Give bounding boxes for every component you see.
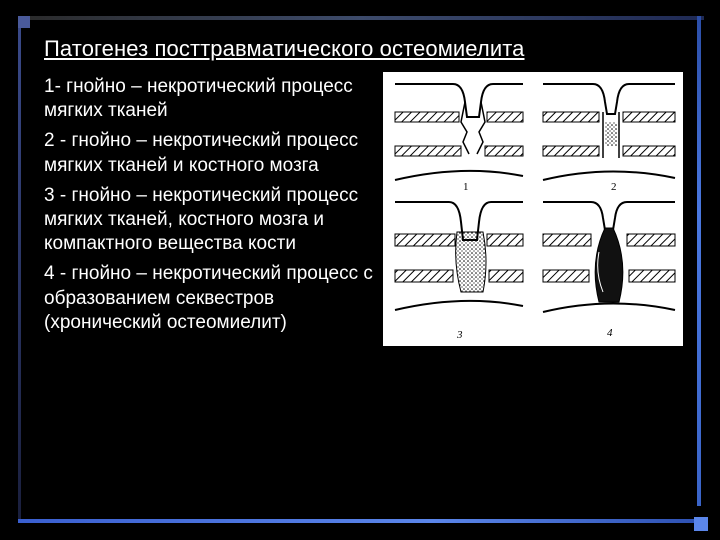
- corner-square-top-left: [18, 16, 30, 28]
- stage-item-4: 4 - гнойно – некротический процесс с образованием секвестров (хронический остеомиелит): [44, 263, 373, 333]
- panel-label-4: 4: [607, 327, 613, 339]
- stage-item-3: 3 - гнойно – некротический процесс мягких тканей, костного мозга и компактного вещества кости: [44, 184, 359, 255]
- panel-4: [543, 202, 675, 339]
- stage-item-2: 2 - гнойно – некротический процесс мягких тканей и костного мозга: [44, 130, 359, 176]
- left-border-line: [18, 20, 21, 520]
- stages-drawing: [383, 72, 683, 346]
- stage-item-1: 1- гнойно – некротический процесс мягких тканей: [44, 76, 353, 122]
- osteomyelitis-stages-illustration: [383, 72, 683, 346]
- panel-label-1: 1: [463, 181, 469, 193]
- stage-list: [44, 75, 384, 335]
- bottom-border-line: [18, 519, 708, 523]
- top-border-line: [18, 16, 704, 20]
- panel-1: [395, 84, 523, 193]
- panel-label-2: 2: [611, 181, 617, 193]
- slide-title: Патогенез посттравматического остеомиелита: [44, 36, 525, 61]
- corner-square-bottom-right: [694, 517, 708, 531]
- panel-3: [395, 202, 523, 341]
- panel-2: [543, 84, 675, 193]
- right-border-line: [697, 16, 701, 506]
- panel-label-3: 3: [457, 329, 463, 341]
